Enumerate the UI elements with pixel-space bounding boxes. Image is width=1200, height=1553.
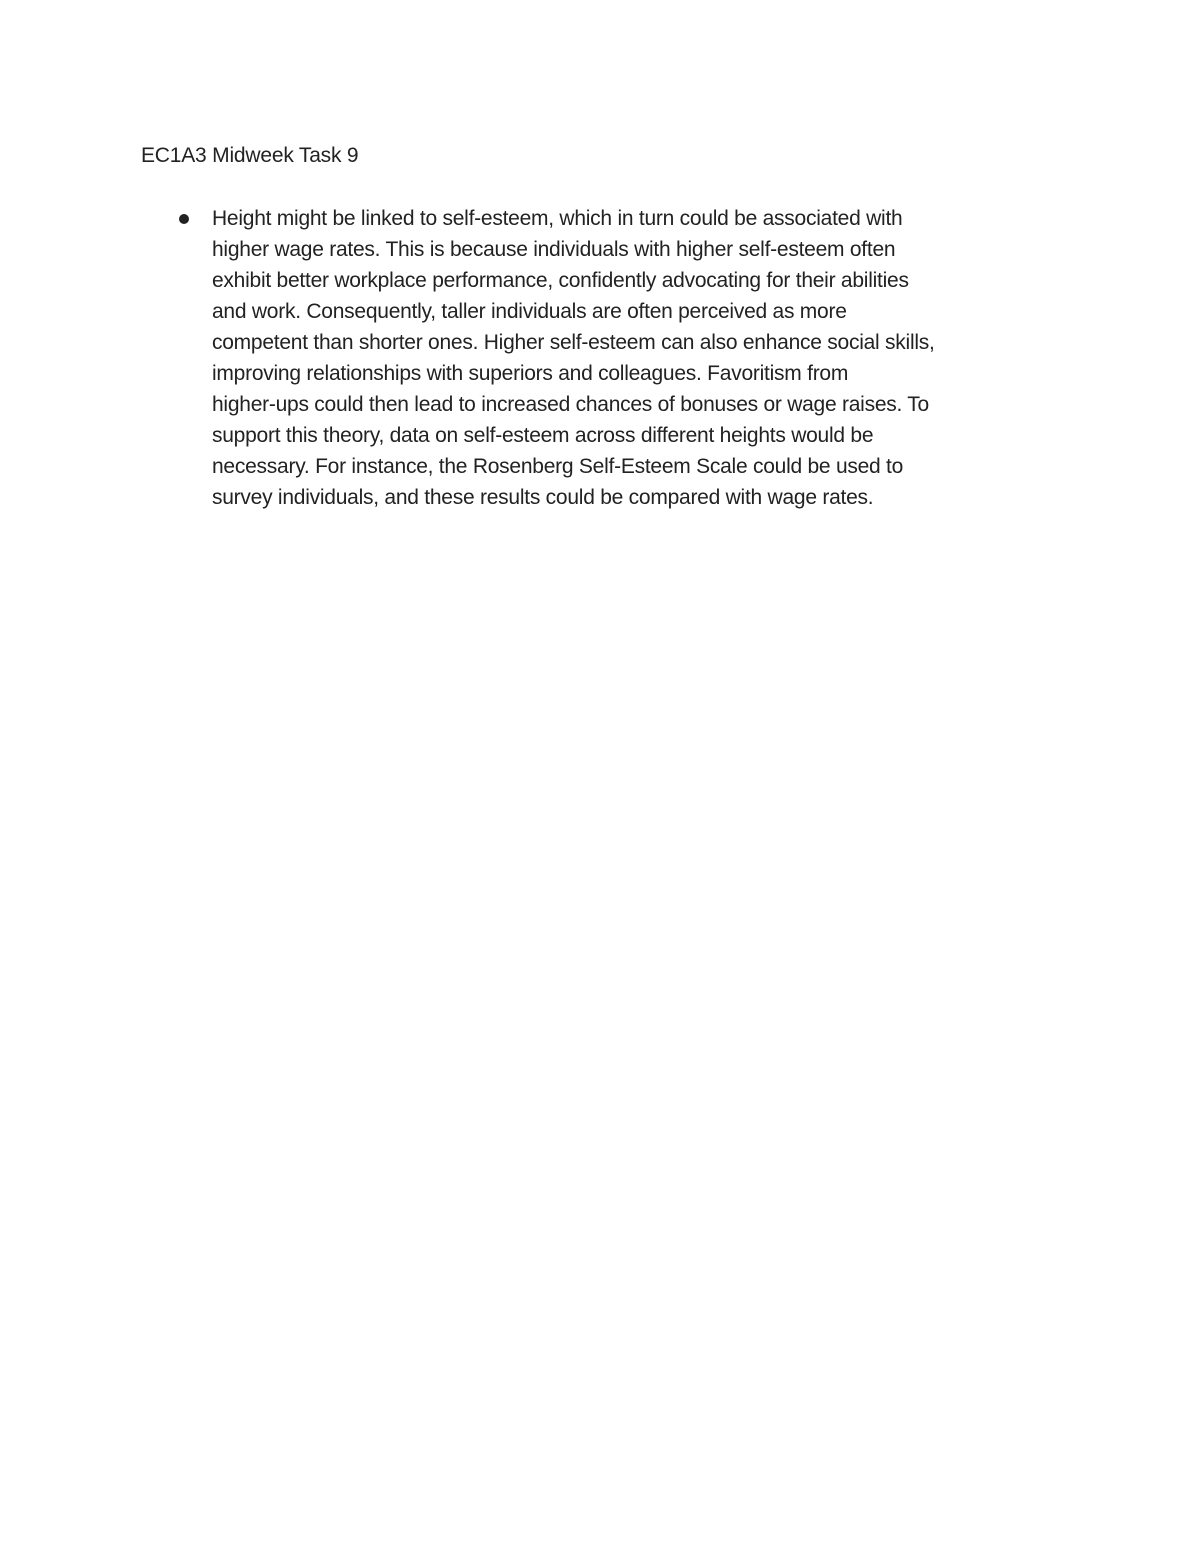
document-title: EC1A3 Midweek Task 9 xyxy=(141,144,359,167)
paragraph-line: exhibit better workplace performance, confidently advocating for their abilities xyxy=(212,269,909,292)
paragraph-line: competent than shorter ones. Higher self-esteem can also enhance social skills, xyxy=(212,331,935,354)
paragraph-line: improving relationships with superiors and colleagues. Favoritism from xyxy=(212,362,849,385)
bullet-item xyxy=(141,203,1061,513)
paragraph-line: Height might be linked to self-esteem, which in turn could be associated with xyxy=(212,207,903,230)
paragraph-line: necessary. For instance, the Rosenberg Self-Esteem Scale could be used to xyxy=(212,455,904,478)
paragraph-line: higher-ups could then lead to increased chances of bonuses or wage raises. To xyxy=(212,393,929,416)
paragraph-line: support this theory, data on self-esteem across different heights would be xyxy=(212,424,874,447)
bullet-list xyxy=(141,203,1061,513)
paragraph-line: survey individuals, and these results could be compared with wage rates. xyxy=(212,486,874,509)
paragraph-line: higher wage rates. This is because individuals with higher self-esteem often xyxy=(212,238,896,261)
bullet-paragraph xyxy=(212,203,1062,513)
bullet-point-icon xyxy=(179,214,189,224)
paragraph-line: and work. Consequently, taller individuals are often perceived as more xyxy=(212,300,847,323)
